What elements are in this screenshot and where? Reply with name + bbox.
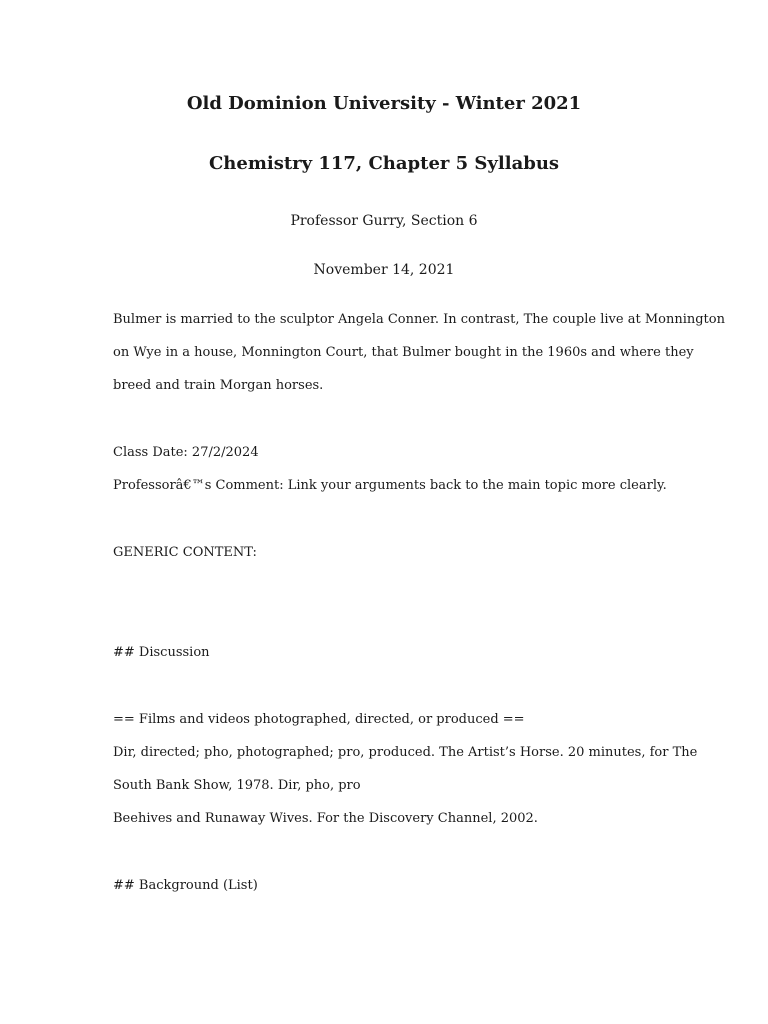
discussion-heading: ## Discussion [113,645,210,660]
intro-line-2: on Wye in a house, Monnington Court, that Bulmer bought in the 1960s and where they [113,345,694,360]
intro-line-3: breed and train Morgan horses. [113,378,324,393]
films-line-1: Dir, directed; pho, photographed; pro, produced. The Artist’s Horse. 20 minutes, for The [113,745,698,760]
films-line-3: Beehives and Runaway Wives. For the Discovery Channel, 2002. [113,811,538,826]
course-title: Chemistry 117, Chapter 5 Syllabus [208,153,560,174]
institution-title: Old Dominion University - Winter 2021 [186,93,582,114]
generic-content-heading: GENERIC CONTENT: [113,545,257,560]
class-date: Class Date: 27/2/2024 [113,445,259,460]
background-heading: ## Background (List) [113,878,258,893]
films-heading: == Films and videos photographed, directed, or produced == [113,712,525,727]
films-line-2: South Bank Show, 1978. Dir, pho, pro [113,778,361,793]
professor-comment: Professorâ€™s Comment: Link your arguments back to the main topic more clearly. [113,478,667,493]
professor-line: Professor Gurry, Section 6 [290,213,478,229]
intro-line-1: Bulmer is married to the sculptor Angela Conner. In contrast, The couple live at Monnington [113,312,725,327]
document-date: November 14, 2021 [313,262,455,278]
